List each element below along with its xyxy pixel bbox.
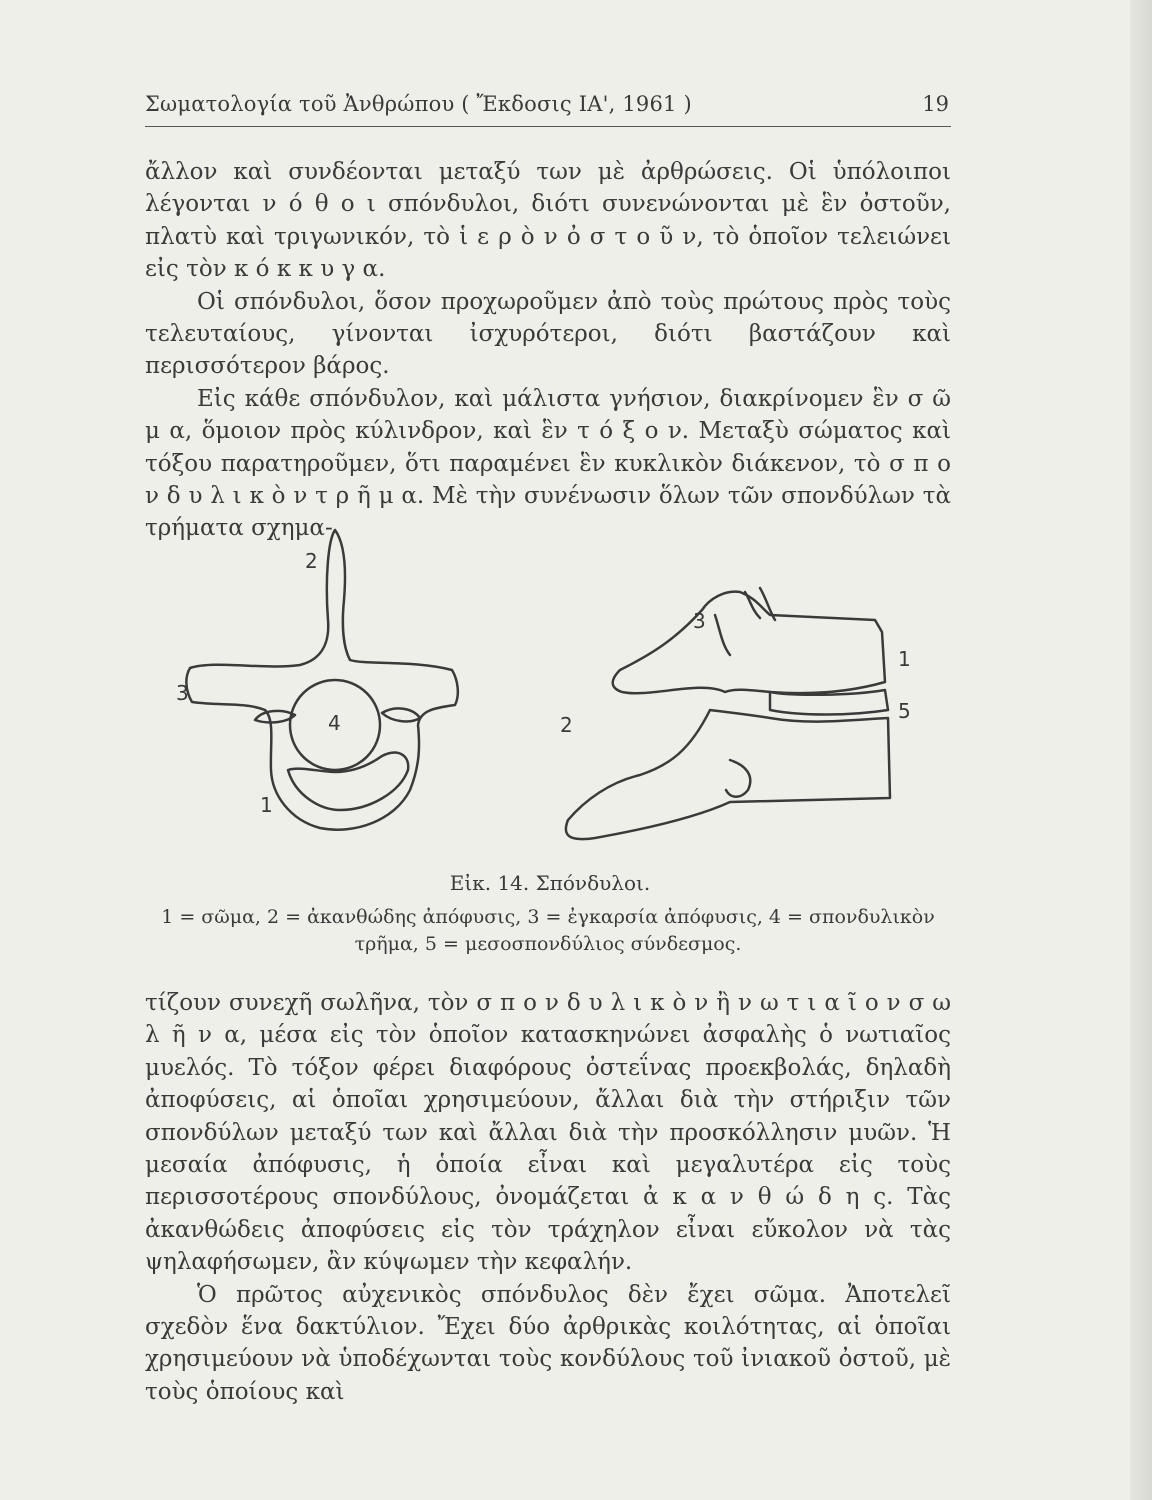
figure-caption-legend: 1 = σῶμα, 2 = ἀκανθώδης ἀπόφυσις, 3 = ἐγκαρσία ἀπόφυσις, 4 = σπονδυλικὸν τρῆμα, 5 = μεσοσπονδύλιος σύνδεσμος.: [161, 906, 935, 955]
label-left-foramen: 4: [328, 711, 341, 735]
paragraph: Εἰς κάθε σπόνδυλον, καὶ μάλιστα γνήσιον, διακρίνομεν ἓν σ ῶ μ α, ὅμοιον πρὸς κύλινδρον, καὶ ἓν τ ό ξ ο ν. Μεταξὺ σώματος καὶ τόξου παρατηροῦμεν, ὅτι παραμένει ἓν κυκλικὸν διάκενον, τὸ σ π ο ν δ υ λ ι κ ὸ ν τ ρ ῆ μ α. Μὲ τὴν συνένωσιν ὅλων τῶν σπονδύλων τὰ τρήματα σχημα-: [145, 385, 951, 542]
label-left-transverse: 3: [176, 681, 189, 705]
upper-vertebra: [613, 592, 885, 694]
vertebra-outline: [186, 530, 457, 830]
label-left-spinous: 2: [305, 549, 318, 573]
vertebral-body: [288, 753, 408, 810]
lower-articular-process: [726, 760, 750, 797]
body-text-bottom: [145, 987, 951, 1408]
vertebra-top-view: [186, 530, 457, 830]
paragraph: Οἱ σπόνδυλοι, ὅσον προχωροῦμεν ἀπὸ τοὺς πρώτους πρὸς τοὺς τελευταίους, γίνονται ἰσχυρότεροι, διότι βαστάζουν καὶ περισσότερον βάρος.: [145, 288, 951, 380]
body-text-top: [145, 156, 951, 545]
label-right-spinous: 2: [560, 713, 573, 737]
running-header: [145, 90, 951, 127]
lower-vertebra: [566, 710, 890, 839]
paragraph: τίζουν συνεχῆ σωλῆνα, τὸν σ π ο ν δ υ λ ι κ ὸ ν ἢ ν ω τ ι α ῖ ο ν σ ω λ ῆ ν α, μέσα εἰς τὸν ὁποῖον κατασκηνώνει ἀσφαλὴς ὁ νωτιαῖος μυελός. Τὸ τόξον φέρει διαφόρους ὀστεΐνας προεκβολάς, δηλαδὴ ἀποφύσεις, αἱ ὁποῖαι χρησιμεύουν, ἄλλαι διὰ τὴν στήριξιν τῶν σπονδύλων μεταξύ των καὶ ἄλλαι διὰ τὴν προσκόλλησιν μυῶν. Ἡ μεσαία ἀπόφυσις, ἡ ὁποία εἶναι καὶ μεγαλυτέρα εἰς τοὺς περισσοτέρους σπονδύλους, ὀνομάζεται ἀ κ α ν θ ώ δ η ς. Τὰς ἀκανθώδεις ἀποφύσεις εἰς τὸν τράχηλον εἶναι εὔκολον νὰ τὰς ψηλαφήσωμεν, ἂν κύψωμεν τὴν κεφαλήν.: [145, 990, 951, 1276]
vertebrae-illustration: [170, 520, 940, 870]
running-title: Σωματολογία τοῦ Ἀνθρώπου ( Ἔκδοσις ΙΑ', 1961 ): [145, 92, 692, 116]
label-left-body: 1: [260, 793, 273, 817]
paragraph: Ὁ πρῶτος αὐχενικὸς σπόνδυλος δὲν ἔχει σῶμα. Ἀποτελεῖ σχεδὸν ἕνα δακτύλιον. Ἔχει δύο ἀρθρικὰς κοιλότητας, αἱ ὁποῖαι χρησιμεύουν νὰ ὑποδέχωνται τοὺς κονδύλους τοῦ ἰνιακοῦ ὀστοῦ, μὲ τοὺς ὁποίους καὶ: [145, 1281, 951, 1405]
upper-articular-process: [715, 615, 730, 655]
paragraph: ἄλλον καὶ συνδέονται μεταξύ των μὲ ἀρθρώσεις. Οἱ ὑπόλοιποι λέγονται ν ό θ ο ι σπόνδυλοι, διότι συνενώνονται μὲ ἓν ὀστοῦν, πλατὺ καὶ τριγωνικόν, τὸ ἱ ε ρ ὸ ν ὀ σ τ ο ῦ ν, τὸ ὁποῖον τελειώνει εἰς τὸν κ ό κ κ υ γ α.: [145, 159, 951, 283]
label-right-body: 1: [898, 647, 911, 671]
page-number: 19: [922, 92, 949, 116]
figure-caption-title: Εἰκ. 14. Σπόνδυλοι.: [449, 871, 651, 895]
vertebrae-side-view: [566, 588, 890, 839]
page-edge: [1130, 0, 1152, 1500]
intervertebral-disc: [770, 690, 888, 715]
vertebrae-figure: [170, 520, 940, 870]
articular-facet-right: [382, 708, 420, 721]
label-right-transverse: 3: [693, 609, 706, 633]
label-right-disc: 5: [898, 699, 911, 723]
